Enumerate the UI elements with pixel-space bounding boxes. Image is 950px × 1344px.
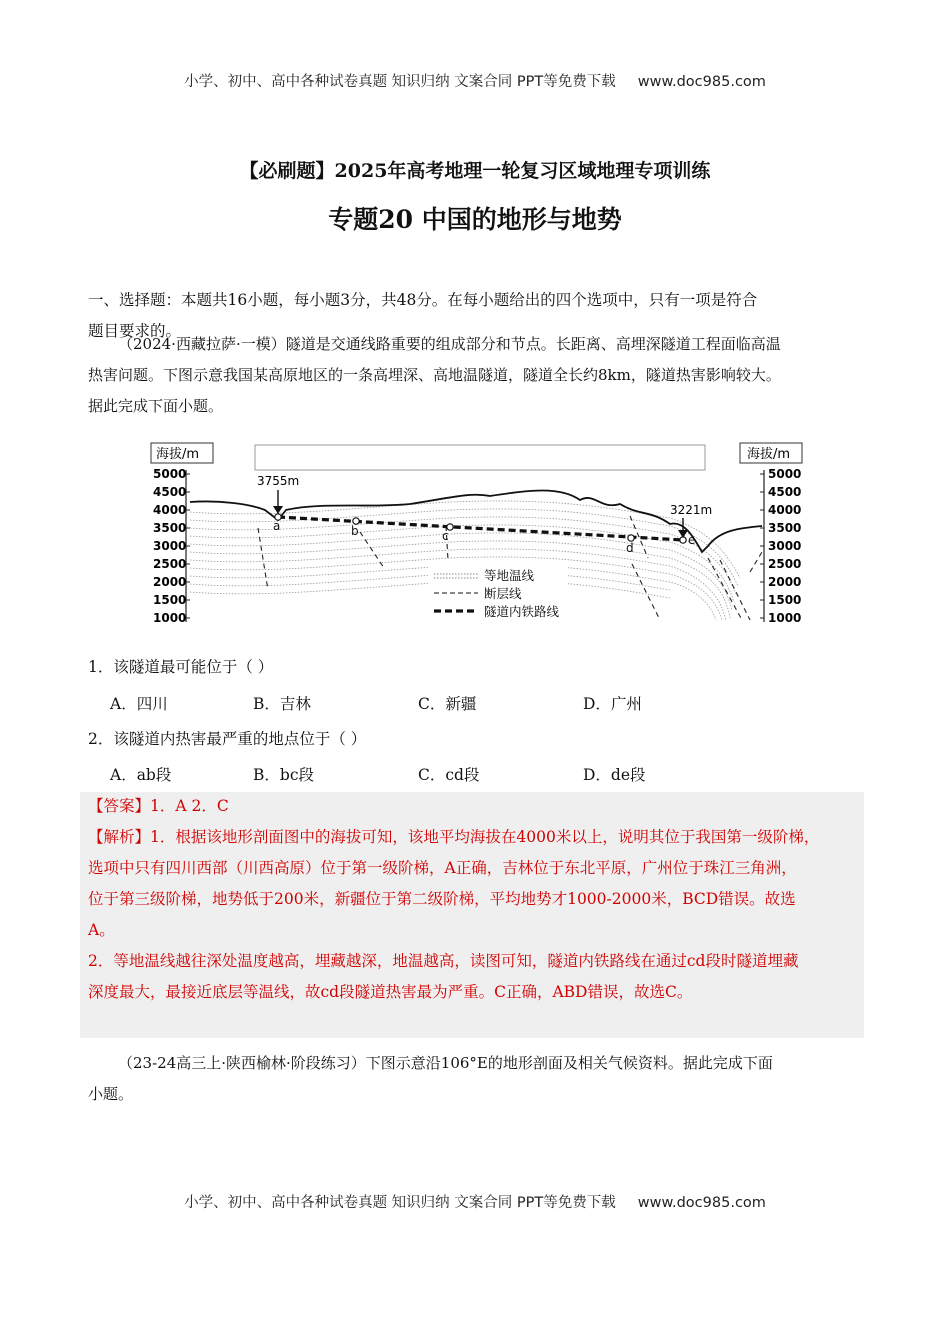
elevation-e: 3221m: [670, 503, 713, 517]
right-tick-label: 5000: [768, 467, 802, 481]
intro-paragraph: [88, 329, 868, 422]
q2-option-b[interactable]: B．bc段: [253, 766, 314, 784]
analysis-line-2: 选项中只有四川西部（川西高原）位于第一级阶梯，A正确，吉林位于东北平原，广州位于珠江三角洲，: [88, 859, 797, 877]
header-url[interactable]: www.doc985.com: [637, 74, 766, 90]
next-intro-line-2: 小题。: [88, 1085, 134, 1103]
legend-isotherm: 等地温线: [484, 568, 535, 583]
left-axis-ticks: [153, 467, 190, 625]
label-d: d: [626, 541, 634, 555]
next-intro: [88, 1048, 868, 1110]
right-tick-label: 4500: [768, 485, 802, 499]
q1-option-c[interactable]: C．新疆: [418, 695, 477, 713]
right-tick-label: 2000: [768, 575, 802, 589]
elevation-a: 3755m: [257, 474, 300, 488]
q2-option-a[interactable]: A．ab段: [110, 766, 172, 784]
left-tick-label: 4000: [153, 503, 187, 517]
right-axis-label: 海拔/m: [747, 447, 791, 462]
left-tick-label: 2000: [153, 575, 187, 589]
answer-label: 【答案】: [88, 797, 151, 815]
left-tick-label: 1500: [153, 593, 187, 607]
header-text: 小学、初中、高中各种试卷真题 知识归纳 文案合同 PPT等免费下载: [184, 74, 616, 90]
legend-fault: 断层线: [484, 586, 522, 601]
q1-option-d[interactable]: D．广州: [583, 695, 642, 713]
left-tick-label: 3500: [153, 521, 187, 535]
arrow-a-head: [273, 506, 283, 514]
analysis-line-4: A。: [88, 921, 115, 939]
right-tick-label: 4000: [768, 503, 802, 517]
tunnel-railway-line: [278, 517, 683, 540]
arrow-e-head: [678, 530, 688, 538]
question-1-stem: 1．该隧道最可能位于（ ）: [88, 658, 274, 676]
page-footer: [0, 1191, 950, 1212]
label-c: c: [442, 529, 449, 543]
q2-option-c[interactable]: C．cd段: [418, 766, 480, 784]
intro-line-3: 据此完成下面小题。: [88, 397, 224, 415]
answer-line: [88, 791, 866, 822]
section-line-2: 题目要求的。: [88, 322, 182, 340]
analysis-text-1: 1．根据该地形剖面图中的海拔可知，该地平均海拔在4000米以上，说明其位于我国第一级阶梯，: [150, 828, 820, 846]
section-line-1: 一、选择题：本题共16小题，每小题3分，共48分。在每小题给出的四个选项中，只有一项是符合: [88, 291, 758, 309]
left-tick-label: 1000: [153, 611, 187, 625]
footer-text: 小学、初中、高中各种试卷真题 知识归纳 文案合同 PPT等免费下载: [184, 1195, 616, 1211]
label-b: b: [351, 524, 359, 538]
analysis-line-6: 深度最大，最接近底层等温线，故cd段隧道热害最为严重。C正确，ABD错误，故选C。: [88, 983, 693, 1001]
answer-text: 1．A 2．C: [150, 797, 229, 815]
analysis-line-5: 2．等地温线越往深处温度越高，埋藏越深，地温越高，读图可知，隧道内铁路线在通过cd段时隧道埋藏: [88, 952, 799, 970]
left-tick-label: 4500: [153, 485, 187, 499]
legend-railway: 隧道内铁路线: [484, 604, 560, 619]
page-header: [0, 70, 950, 91]
analysis-line-3: 位于第三级阶梯，地势低于200米，新疆位于第二级阶梯，平均地势才1000-2000米，BCD错误。故选: [88, 890, 796, 908]
question-2-stem: 2．该隧道内热害最严重的地点位于（ ）: [88, 730, 367, 748]
doc-title: 【必刷题】2025年高考地理一轮复习区域地理专项训练: [239, 160, 711, 182]
q1-option-a[interactable]: A．四川: [110, 695, 168, 713]
analysis-line-1: [88, 822, 866, 853]
label-a: a: [273, 519, 281, 533]
analysis-label: 【解析】: [88, 828, 151, 846]
doc-subtitle: 专题20 中国的地形与地势: [328, 205, 622, 234]
right-tick-label: 1500: [768, 593, 802, 607]
footer-url[interactable]: www.doc985.com: [637, 1195, 766, 1211]
next-intro-line-1: （23-24高三上·陕西榆林·阶段练习）下图示意沿106°E的地形剖面及相关气候资料。据此完成下面: [118, 1054, 773, 1072]
q1-option-b[interactable]: B．吉林: [253, 695, 311, 713]
label-e: e: [688, 533, 696, 547]
tunnel-profile-figure: [150, 440, 804, 626]
right-tick-label: 2500: [768, 557, 802, 571]
intro-line-1: （2024·西藏拉萨·一模）隧道是交通线路重要的组成部分和节点。长距离、高埋深隧道工程面临高温: [118, 335, 781, 353]
intro-line-2: 热害问题。下图示意我国某高原地区的一条高埋深、高地温隧道，隧道全长约8km，隧道热害影响较大。: [88, 366, 781, 384]
left-tick-label: 3000: [153, 539, 187, 553]
left-tick-label: 2500: [153, 557, 187, 571]
right-tick-label: 3000: [768, 539, 802, 553]
q2-option-d[interactable]: D．de段: [583, 766, 646, 784]
answer-block: [88, 791, 866, 1008]
top-caption-box: [255, 445, 705, 470]
right-tick-label: 1000: [768, 611, 802, 625]
right-axis-ticks: [760, 467, 801, 625]
right-tick-label: 3500: [768, 521, 802, 535]
left-tick-label: 5000: [153, 467, 187, 481]
left-axis-label: 海拔/m: [156, 447, 200, 462]
